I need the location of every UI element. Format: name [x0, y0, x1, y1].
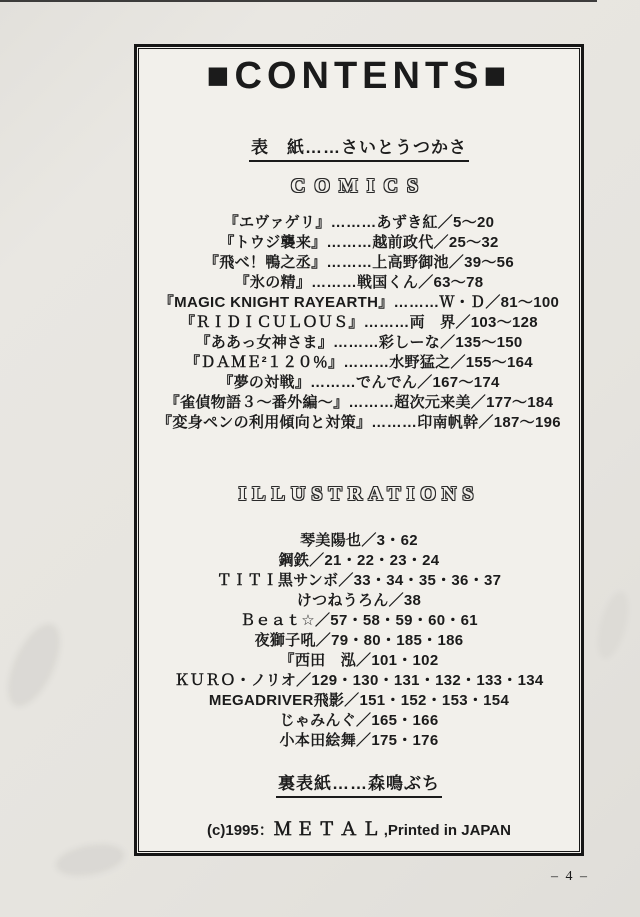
- illustrations-heading: ILLUSTRATIONS: [238, 483, 480, 505]
- comics-entry: 『ＲＩＤＩＣＵＬＯＵＳ』………両 界／103～128: [180, 314, 538, 331]
- copyright-brand: ＭＥＴＡＬ: [273, 819, 384, 839]
- comics-entry: 『変身ペンの利用傾向と対策』………印南帆幹／187～196: [157, 414, 561, 431]
- illustration-entry: 小本田絵舞／175・176: [279, 732, 439, 749]
- illustration-entry: MEGADRIVER飛影／151・152・153・154: [208, 692, 510, 709]
- copyright-prefix: (c)1995：: [207, 822, 274, 839]
- back-cover-credit-text: 裏表紙……森鳴ぶち: [276, 769, 442, 798]
- comics-entry: 『氷の精』………戦国くん／63～78: [234, 274, 484, 291]
- scan-artifact: [53, 839, 127, 881]
- cover-credit: [137, 133, 581, 162]
- comics-entry: 『MAGIC KNIGHT RAYEARTH』………Ｗ・Ｄ／81～100: [158, 294, 560, 311]
- contents-frame: [134, 44, 584, 856]
- scan-artifact: [591, 588, 634, 662]
- illustration-entry: Ｂｅａｔ☆／57・58・59・60・61: [240, 612, 478, 629]
- illustration-entry: じゃみんぐ／165・166: [279, 712, 439, 729]
- illustration-entry: ＫＵＲＯ・ノリオ／129・130・131・132・133・134: [174, 672, 544, 689]
- cover-credit-text: 表 紙……さいとうつかさ: [249, 133, 469, 162]
- comics-heading: COMICS: [290, 175, 428, 197]
- illustration-entry: 琴美陽也／3・62: [300, 532, 418, 549]
- illustration-entry: ＴＩＴＩ黒サンボ／33・34・35・36・37: [216, 572, 502, 589]
- comics-entry: 『ああっ女神さま』………彩しーな／135～150: [195, 334, 523, 351]
- illustration-entry: けつねうろん／38: [296, 592, 422, 609]
- comics-entry: 『エヴァゲリ』………あずき紅／5～20: [223, 214, 495, 231]
- illustration-entry: 『西田 泓／101・102: [279, 652, 439, 669]
- illustrations-list: [137, 531, 581, 751]
- comics-entry: 『飛べ！鴨之丞』………上高野御池／39～56: [204, 254, 514, 271]
- comics-list: [137, 213, 581, 433]
- copyright-line: [137, 815, 581, 841]
- back-cover-credit: [137, 769, 581, 798]
- page-number: – 4 –: [551, 869, 589, 884]
- illustration-entry: 夜獅子吼／79・80・185・186: [254, 632, 464, 649]
- illustration-entry: 鋼鉄／21・22・23・24: [278, 552, 440, 569]
- scan-artifact: [0, 616, 71, 714]
- comics-entry: 『ＤＡＭＥ²１２０％』………水野猛之／155～164: [185, 354, 533, 371]
- comics-entry: 『夢の対戦』………でんでん／167～174: [218, 374, 500, 391]
- copyright-suffix: ,Printed in JAPAN: [383, 822, 511, 839]
- scan-edge-line: [0, 0, 597, 2]
- comics-entry: 『雀偵物語３～番外編～』………超次元来美／177～184: [164, 394, 554, 411]
- comics-entry: 『トウジ襲来』………越前政代／25～32: [219, 234, 499, 251]
- page-title: ■CONTENTS■: [206, 55, 512, 97]
